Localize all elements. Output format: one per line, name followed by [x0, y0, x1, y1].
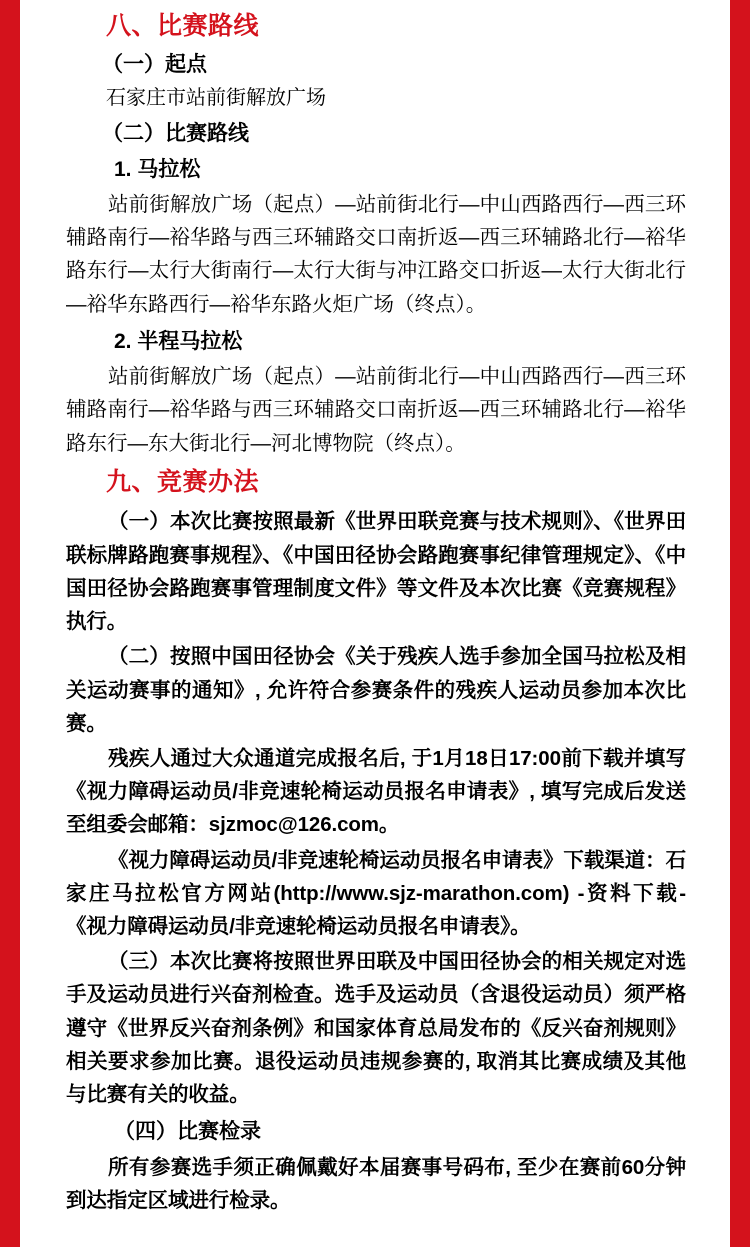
marathon-route-text: 站前街解放广场（起点）—站前街北行—中山西路西行—西三环辅路南行—裕华路与西三环辅路交口南折返—西三环辅路北行—裕华路东行—太行大街南行—太行大街与冲江路交口折返—太行大街北行—裕华东路西行—裕华东路火炬广场（终点）。 — [66, 192, 686, 316]
start-point-text: 石家庄市站前街解放广场 — [106, 87, 326, 110]
rule-item-1: （一）本次比赛按照最新《世界田联竞赛与技术规则》、《世界田联标牌路跑赛事规程》、《中国田径协会路跑赛事纪律管理规定》、《中国田径协会路跑赛事管理制度文件》等文件及本次比赛《竞赛规程》执行。 — [66, 510, 686, 634]
subheading-start-point: （一）起点 — [102, 52, 207, 76]
half-marathon-route-text: 站前街解放广场（起点）—站前街北行—中山西路西行—西三环辅路南行—裕华路与西三环辅路交口南折返—西三环辅路北行—裕华路东行—东大街北行—河北博物院（终点）。 — [66, 365, 686, 455]
disabled-registration-text: 残疾人通过大众通道完成报名后, 于1月18日17:00前下载并填写《视力障碍运动员/非竞速轮椅运动员报名申请表》, 填写完成后发送至组委会邮箱：sjzmoc@126.com。 — [66, 746, 686, 837]
section-heading-competition-rules: 九、竞赛办法 — [106, 467, 260, 496]
rule-item-3-doping: （三）本次比赛将按照世界田联及中国田径协会的相关规定对选手及运动员进行兴奋剂检查。选手及运动员（含退役运动员）须严格遵守《世界反兴奋剂条例》和国家体育总局发布的《反兴奋剂规则》相关要求参加比赛。退役运动员违规参赛的, 取消其比赛成绩及其他与比赛有关的收益。 — [66, 950, 686, 1106]
section-heading-route: 八、比赛路线 — [106, 12, 260, 40]
subheading-half-marathon: 2. 半程马拉松 — [114, 329, 243, 353]
left-red-border — [0, 0, 20, 1247]
rule-item-2: （二）按照中国田径协会《关于残疾人选手参加全国马拉松及相关运动赛事的通知》, 允许符合参赛条件的残疾人运动员参加本次比赛。 — [66, 645, 686, 735]
subheading-race-routes: （二）比赛路线 — [102, 122, 249, 146]
check-in-text: 所有参赛选手须正确佩戴好本届赛事号码布, 至少在赛前60分钟到达指定区域进行检录。 — [66, 1155, 686, 1212]
subheading-check-in: （四）比赛检录 — [114, 1120, 261, 1144]
subheading-marathon: 1. 马拉松 — [114, 157, 201, 181]
download-channel-text: 《视力障碍运动员/非竞速轮椅运动员报名申请表》下载渠道：石家庄马拉松官方网站(http://www.sjz-marathon.com) -资料下载-《视力障碍运动员/非竞速轮椅运动员报名申请表》。 — [66, 848, 686, 938]
right-red-border — [730, 0, 750, 1247]
document-content — [62, 0, 688, 1219]
